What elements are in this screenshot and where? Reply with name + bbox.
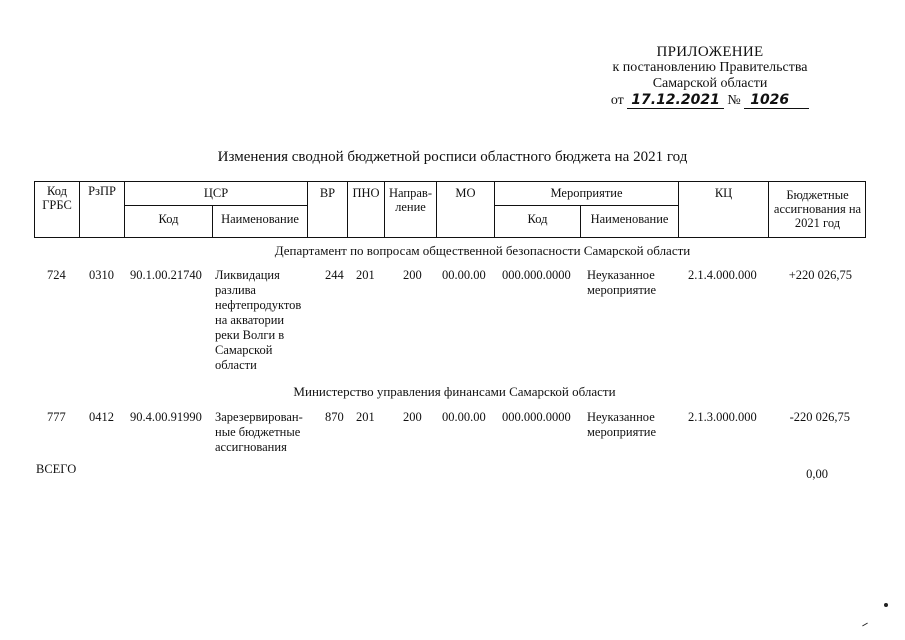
- cell-mer-code: 000.000.0000: [502, 268, 571, 282]
- header-napravlenie: Направ-ление: [389, 186, 432, 214]
- number-prefix: №: [727, 93, 741, 108]
- header-mer-kod: Код: [527, 212, 548, 226]
- cell-amount: +220 026,75: [788, 268, 852, 282]
- cell-napr: 200: [403, 268, 422, 282]
- header-kc: КЦ: [714, 186, 733, 200]
- cell-csr-name: Зарезервирован-ные бюджетные ассигнования: [215, 410, 303, 454]
- csr-subheader-border: [124, 205, 307, 206]
- header-csr-kod: Код: [158, 212, 179, 226]
- cell-napr: 200: [403, 410, 422, 424]
- decree-line-2: Самарской области: [652, 76, 768, 91]
- cell-mer-code: 000.000.0000: [502, 410, 571, 424]
- header-mo: МО: [455, 186, 476, 200]
- cell-pno: 201: [356, 410, 375, 424]
- header-rzpr: РзПР: [88, 184, 116, 198]
- cell-csr-code: 90.4.00.91990: [130, 410, 202, 424]
- header-meropriyatie: Мероприятие: [550, 186, 623, 200]
- total-label: ВСЕГО: [36, 462, 77, 476]
- header-bottom-border: [34, 237, 866, 238]
- cell-mer-name: Неуказанное мероприятие: [587, 268, 657, 297]
- cell-vr: 870: [325, 410, 344, 424]
- cell-rzpr: 0310: [89, 268, 114, 282]
- header-kod-grbs: Код ГРБС: [42, 184, 72, 212]
- appendix-title: ПРИЛОЖЕНИЕ: [656, 44, 764, 60]
- decree-date: 17.12.2021: [627, 92, 724, 109]
- mer-subheader-border: [494, 205, 678, 206]
- decree-number: 1026: [744, 92, 809, 109]
- total-value: 0,00: [806, 467, 828, 481]
- document-title: Изменения сводной бюджетной росписи областного бюджета на 2021 год: [217, 149, 688, 165]
- cell-mo: 00.00.00: [442, 410, 486, 424]
- cell-kc: 2.1.4.000.000: [688, 268, 757, 282]
- header-mer-name: Наименование: [590, 212, 669, 226]
- decree-header: [560, 44, 860, 109]
- col-border: [865, 181, 866, 238]
- cell-kc: 2.1.3.000.000: [688, 410, 757, 424]
- cell-grbs: 724: [47, 268, 66, 282]
- decree-date-line: [560, 92, 860, 109]
- cell-amount: -220 026,75: [789, 410, 850, 424]
- header-top-border: [34, 181, 866, 182]
- cell-rzpr: 0412: [89, 410, 114, 424]
- section-title: Министерство управления финансами Самарской области: [293, 384, 616, 399]
- date-prefix: от: [610, 93, 624, 108]
- decree-line-1: к постановлению Правительства: [612, 60, 808, 75]
- scan-speck: [884, 603, 888, 607]
- header-budget: Бюджетные ассигнования на 2021 год: [773, 188, 862, 230]
- section-title: Департамент по вопросам общественной безопасности Самарской области: [274, 243, 691, 258]
- header-csr-name: Наименование: [221, 212, 299, 226]
- cell-pno: 201: [356, 268, 375, 282]
- scan-speck: [862, 623, 868, 627]
- cell-mo: 00.00.00: [442, 268, 486, 282]
- cell-csr-name: Ликвидация разлива нефтепродуктов на акватории реки Волги в Самарской области: [215, 268, 302, 372]
- cell-csr-code: 90.1.00.21740: [130, 268, 202, 282]
- header-vr: ВР: [319, 186, 336, 200]
- cell-vr: 244: [325, 268, 344, 282]
- header-csr: ЦСР: [203, 186, 229, 200]
- col-border: [768, 181, 769, 238]
- cell-mer-name: Неуказанное мероприятие: [587, 410, 657, 439]
- cell-grbs: 777: [47, 410, 66, 424]
- header-pno: ПНО: [352, 186, 380, 200]
